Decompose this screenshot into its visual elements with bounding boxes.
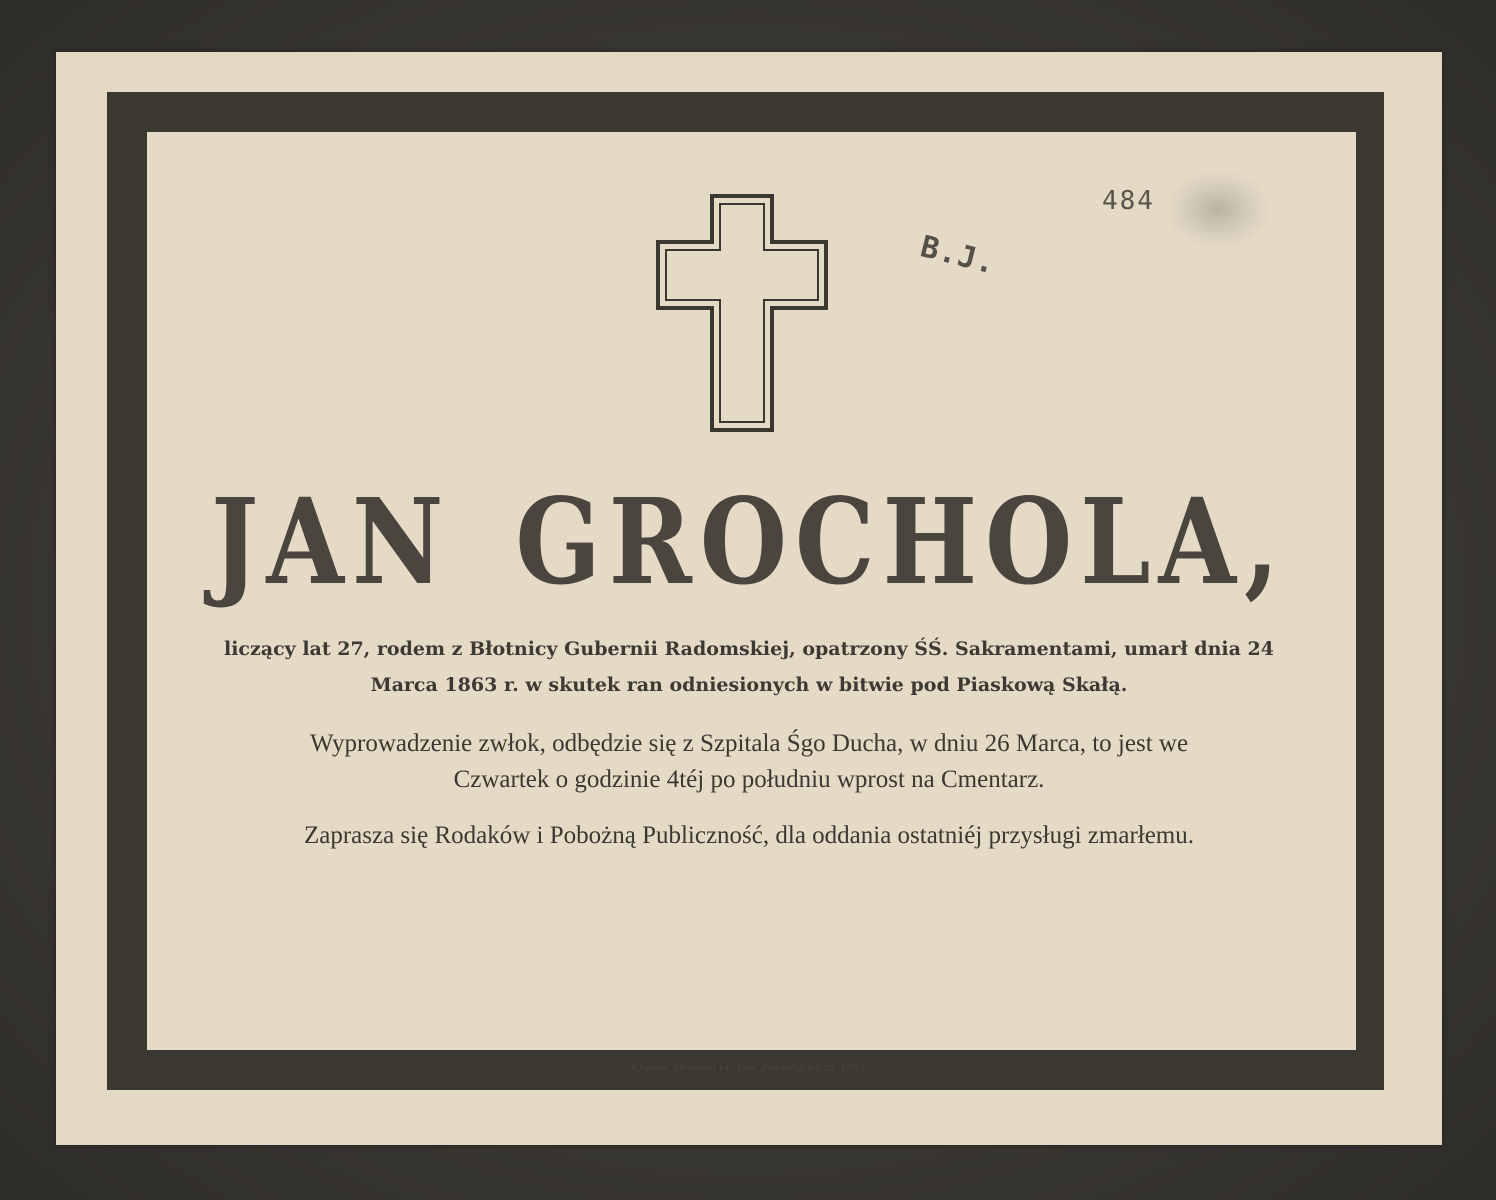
last-name: GROCHOLA, [515, 472, 1287, 612]
catalog-number: 484 [1102, 186, 1155, 216]
ink-smudge [1168, 172, 1268, 247]
library-stamp: B.J. [916, 229, 1000, 282]
funeral-line-1: Wyprowadzenie zwłok, odbędzie się z Szpitala Śgo Ducha, w dniu 26 Marca, to jest we [309, 730, 1189, 757]
latin-cross-icon [654, 194, 829, 434]
obituary-sheet [56, 52, 1442, 1145]
details-line-2: Marca 1863 r. w skutek ran odniesionych w bitwie pod Piaskową Skałą. [370, 674, 1128, 696]
invitation-line: Zaprasza się Rodaków i Pobożną Publiczność, dla oddania ostatniéj przysługi zmarłemu. [303, 822, 1195, 849]
funeral-line-2: Czwartek o godzinie 4téj po południu wprost na Cmentarz. [453, 766, 1045, 793]
details-line-1: liczący lat 27, rodem z Błotnicy Gubernii Radomskiej, opatrzony ŚŚ. Sakramentami, umarł dnia 24 [223, 638, 1274, 660]
deceased-name [56, 472, 1442, 611]
printer-imprint: Kraków. Drukiem Fr. Xaw. Pobudkiewicza. 1863. [630, 1060, 868, 1074]
first-name: JAN [211, 472, 452, 612]
